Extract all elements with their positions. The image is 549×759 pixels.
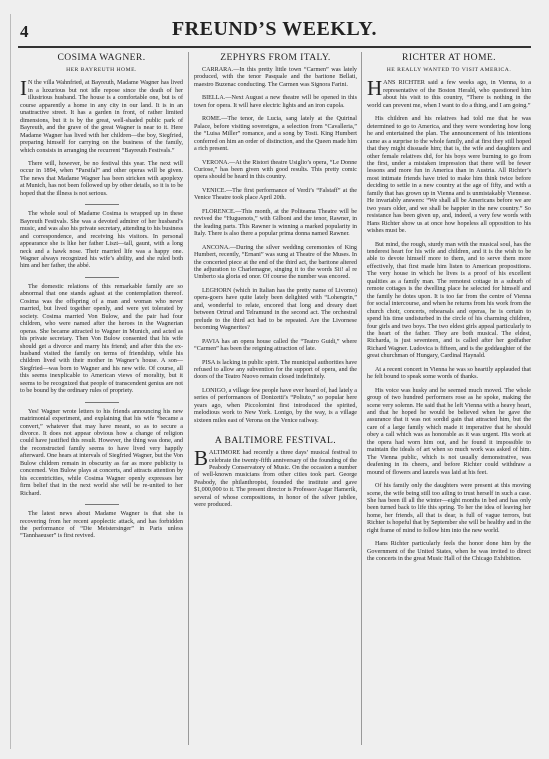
- news-item: PAVIA has an opera house called the “Teatro Guidi,” where “Carmen” has been the reigning attraction of late.: [194, 338, 357, 353]
- news-item: ROME.—The tenor, de Lucia, sang lately at the Quirinal Palace, before visiting sovereigns, a selection from “Cavalleria,” the “Luisa Miller” romance, and a song by Tosti. King Humbert conferred on him an order of distinction, and the Queen made him a rich present.: [194, 116, 357, 153]
- article-paragraph: There will, however, be no festival this year. The next will occur in 1894, when “Parsifal” and other operas will be given. The news that Madame Wagner has been stricken with apoplexy at Munich, has not been followed up by other details, so it is to be hoped that the illness is not serious.: [20, 160, 183, 197]
- news-item: ANCONA.—During the silver wedding ceremonies of King Humbert, recently, “Ernani” was sung at Theatre of the Muses. In the concerted piece at the end of the third act, the baritone altered the adjuration to Charlemagne, singing it to the words Sii! al re Umberto sia gloria ed onor. Of course the number was encored.: [194, 244, 357, 281]
- section-separator: [85, 504, 119, 505]
- article-subheading: HE REALLY WANTED TO VISIT AMERICA.: [386, 67, 512, 73]
- section-separator: [85, 277, 119, 278]
- article-paragraph: Hans Richter particularly feels the honor done him by the Government of the United States, when he was invited to direct the concerts in the great Music Hall of the Chicago Exhibition.: [367, 541, 531, 563]
- article-paragraph: Yes! Wagner wrote letters to his friends announcing his new matrimonial experiment, and explaining that his wife “became a convert,” whatever that may have meant, so as to secure a divorce. It does not appear obvious how a change of religion could have justified this result. However, the thing was done, and the reconstructed family seems to have lived very happily afterward. One hears at intervals of Siegfried Wagner, but the Von Bulow children remain in obscurity as far as more publicity is concerned. Von Bulow plays at concerts, and attracts attention by his eccentricities, while Cosima Wagner openly expresses her firm belief that in the next world she will be re-united to her Richard.: [20, 408, 183, 497]
- news-item: VERONA.—At the Ristori theatre Usiglio’s opera, “Le Donne Curiose,” has been given with good results. This pretty comic opera should be heard in this country.: [194, 159, 357, 181]
- column-divider: [361, 52, 362, 745]
- column-divider: [188, 52, 189, 745]
- article-paragraph: The whole soul of Madame Cosima is wrapped up in these Bayreuth Festivals. She was a devoted admirer of her husband’s music, and was also his private secretary, attending to his business and correspondence, and receiving his visitors. In personal appearance she is like her father Liszt—tall, gaunt, with a long neck and a hawk nose. Their married life was a happy one. Wagner always recognized his wife’s ability, and she ruled both him and her father, the abbé.: [20, 211, 183, 270]
- article-heading: A BALTIMORE FESTIVAL.: [214, 435, 337, 447]
- news-item: PISA is lacking in public spirit. The municipal authorities have refused to allow any subvention for the support of opera, and the doors of the Teatro Nuovo remain closed indefinitely.: [194, 359, 357, 381]
- column-richter-at-home: [367, 52, 531, 570]
- article-paragraph: The latest news about Madame Wagner is that she is recovering from her recent apoplectic attack, and has forbidden the performance of “Die Meistersinger” in Paris unless “Tannhaeuser” is first revived.: [20, 511, 183, 540]
- section-separator: [85, 204, 119, 205]
- column-zephyrs-from-italy: [194, 52, 357, 516]
- page-number: 4: [20, 22, 29, 41]
- news-item: CARRARA.—In this pretty little town “Carmen” was lately produced, with the tenor Pasquale and the baritone Bellati, maestro Buzenac conducting. The Carmen was Signora Farini.: [194, 67, 357, 88]
- news-item: VENICE.—The first performance of Verdi’s “Falstaff” at the Venice Theatre took place April 20th.: [194, 187, 357, 202]
- article-paragraph: His voice was husky and he seemed much moved. The whole group of two hundred performers rose as he spoke, making the scene very solemn. He said that he left Vienna with a heavy heart, and that he hoped he would be believed when he gave the assurance that it was not sordid gain that attracted him, but the care of a large family which made it imperative that he should obey a call which was as honorable as it was urgent. His work at the opera had worn him out, and he found it impossible to maintain the ideals of art when so much work was asked of him. The Vienna public, which is not usually demonstrative, was deafening in its cheers, and before Richter could withdraw a mound of flowers and laurels was laid at his feet.: [367, 387, 531, 476]
- section-separator: [85, 402, 119, 403]
- article-heading: ZEPHYRS FROM ITALY.: [220, 52, 331, 63]
- news-item: LONIGO, a village few people have ever heard of, had lately a series of performances of Donizetti’s “Poliuto,” so popular here years ago, when Piccolomini first introduced the spirited, melodious work to New York. Lonigo, by the way, is a village sixteen miles east of Verona on the Venice railway.: [194, 387, 357, 424]
- news-item: LEGHORN (which in Italian has the pretty name of Livorno) opera-goers have quite lately been delighted with “Lohengrin,” and, wonderful to relate, encored that long and dreary duet between Ortrud and Telramund in the second act. The orchestral prelude to the third act had to be repeated. Are the Livornese becoming Wagnerites?: [194, 287, 357, 332]
- article-subheading: HER BAYREUTH HOME.: [66, 67, 137, 73]
- article-paragraph: But mind, the rough, sturdy man with the musical soul, has the tenderest heart for his wife and children, and it is the wish to be able to devote himself more to them, and to serve them more effectively, that first made him listen to American propositions. The very house in which he lives is a proof of his excellent qualities as a family man. The remotest cottage in a suburb of remote cottages is the dwelling place he selected for himself and the family he dotes upon. It is too far from the centre of Vienna for social intercourse, and when he returns from his work from the church choir, concerts, rehearsals and operas, he is certain to spend his time undisturbed in the circle of his charming children, four girls and two boys. The two eldest girls appeal particularly to the heart of the father. They are both musical. The eldest, Richarda, is just seventeen, and is called after her godfather Richard Wagner. Ludovica is fifteen, and is the goddaughter of the great churchman of Hungary, Cardinal Haynald.: [367, 241, 531, 360]
- article-paragraph: The domestic relations of this remarkable family are so abnormal that one stands aghast at the contemplation thereof. Cosima was the offspring of a man and woman who never married, but lived together openly, and were yet tolerated by society. Cosima married Von Bulow, and the pair had four children, who were named after the heroes in the Wagnerian operas. She became attracted to Wagner in Munich, and acted as his private secretary. Then Von Bulow consented that his wife should get a divorce and marry his friend; and after this the ex-husband visited the family on terms of friendship, while his children lived with their mother in Wagner’s house. A son—Siegfried—was born to Wagner and his new wife. Of course, all this seems inexplicable to American views of morality, but it seems to be recognized that people of transcendent genius are not to be bound by the ordinary rules of propriety.: [20, 283, 183, 395]
- news-item: BIELLA.—Next August a new theatre will be opened in this town for opera. It will have electric lights and an iron cupola.: [194, 95, 357, 109]
- news-item: FLORENCE.—This month, at the Politeama Theatre will be revived the “Huguenots,” with Gilboni and the tenor, Rawner, in the leading parts. This Rawner is winning a marked popularity in Italy. There is also there a popular prima donna named Rawner.: [194, 208, 357, 238]
- article-paragraph: At a recent concert in Vienna he was so heartily applauded that he felt bound to speak some words of thanks.: [367, 366, 531, 381]
- article-paragraph: BALTIMORE had recently a three days’ musical festival to celebrate the twenty-fifth anniversary of the founding of the Peabody Conservatory of Music. On the occasion a number of well-known musicians from other cities took part. George Peabody, the philanthropist, founded the institute and gave $1,000,000 to it. The present director is Professor Asgar Hamerik, several of whose compositions, in honor of the silver jubilee, were produced.: [194, 446, 357, 509]
- article-heading: RICHTER AT HOME.: [402, 52, 496, 63]
- masthead-rule: [18, 46, 531, 48]
- margin-rule: [10, 14, 11, 749]
- article-heading: COSIMA WAGNER.: [57, 52, 146, 63]
- column-cosima-wagner: [20, 52, 183, 547]
- article-paragraph: Of his family only the daughters were present at this moving scene, the wife being still too ailing to trust herself in such a case. She has been ill all the winter—eight months in bed and has only been turned back to life this spring. To her the idea of leaving her home, her friends, all that is dear, is full of vague terrors, but Richter is hopeful that by September she will be healthy and in the right frame of mind to follow him into the new world.: [367, 483, 531, 534]
- article-paragraph: HANS RICHTER said a few weeks ago, in Vienna, to a representative of the Boston Herald, who questioned him about his visit to this country, “There is nothing in the world can prevent me, when I want to do a thing, and I am going.”: [367, 76, 531, 109]
- article-paragraph: His children and his relatives had told me that he was determined to go to America, and they were wondering how long he and entertained the plan. The announcement of his intentions came as a surprise to the whole family, and at first they still hoped that they might dissuade him; that is, the wife and daughters and other female relatives did, for his boys were burning to go from the first, under a mistaken impression that there will be fewer lessons and more fun in America than in Austria. All Richter’s most intimate friends have tried to make him think twice before deciding to settle in a new country at the age of fifty, and with a family that has grown up in Vienna and is unmistakably Viennese. He invariably answers: “We shall all be Americans before we are two years older, and we shall be happier in the new country.” So resistance has been given up, and, indeed, a very few words with Hans Richter show us at once how hopeless all opposition to his wishes must be.: [367, 116, 531, 235]
- masthead-title: FREUND’S WEEKLY.: [171, 18, 378, 40]
- article-paragraph: IN the villa Wahnfried, at Bayreuth, Madame Wagner has lived in a luxurious but not idle repose since the death of her illustrious husband. The house is a comfortable one, but is of course apparently a home in any city in our land. It is in an unattractive street. It has a garden in front, of rather limited dimensions, but it is by the great, well-shaded public park of Bayreuth, and the grave of the great Wagner is near to it. Here Madame Wagner has lived with her children—the boy, Siegfried, preparing himself for carrying on the business of the family, which consists in arranging the recurrent “Bayreuth Festivals.”: [20, 76, 183, 154]
